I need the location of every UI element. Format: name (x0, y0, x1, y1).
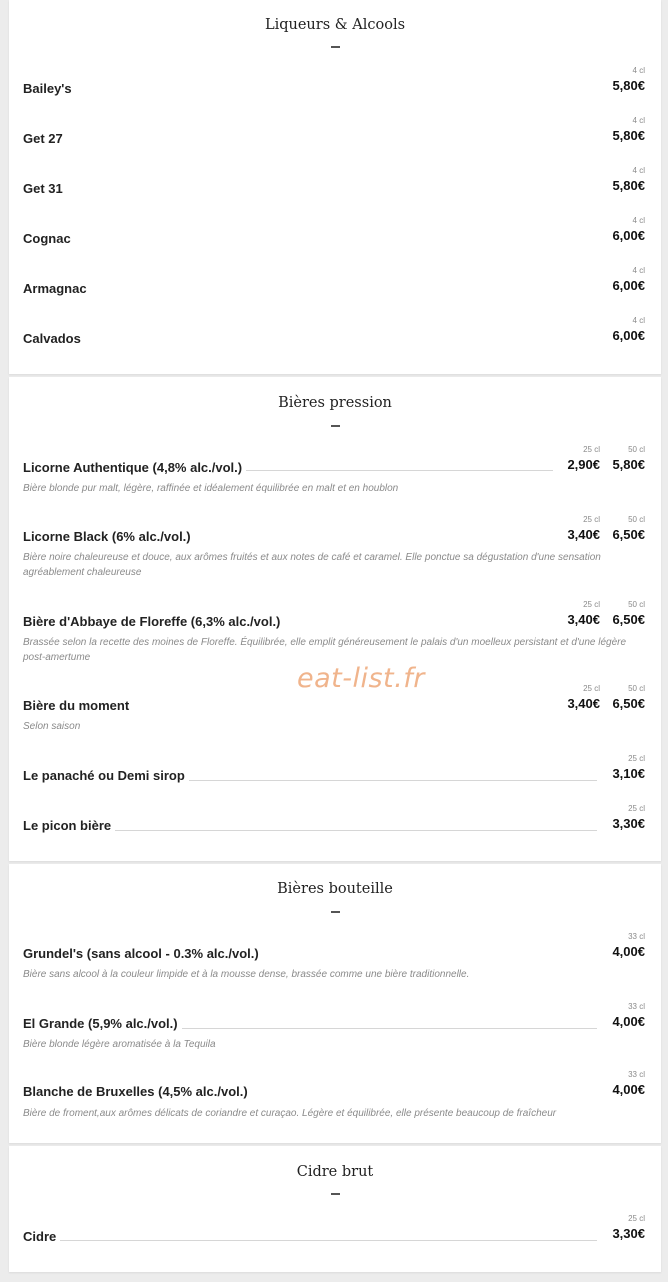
price-size: 33 cl (628, 932, 645, 941)
price-value: 6,00€ (612, 328, 645, 343)
price-value: 3,30€ (612, 1226, 645, 1241)
price-size: 33 cl (628, 1070, 645, 1079)
price-size: 25 cl (583, 445, 600, 454)
watermark-logo: eat-list.fr (297, 663, 425, 694)
price-value: 3,40€ (567, 527, 600, 542)
price-value: 3,10€ (612, 766, 645, 781)
menu-item (9, 443, 661, 513)
price-size: 25 cl (583, 515, 600, 524)
section-divider (331, 1193, 340, 1195)
price-value: 5,80€ (612, 457, 645, 472)
menu-item (9, 930, 661, 1000)
item-price (612, 600, 645, 627)
menu-item (9, 513, 661, 583)
item-name: Get 31 (23, 181, 67, 196)
item-description: Bière de froment,aux arômes délicats de coriandre et curaçao. Légère et équilibrée, elle présente beaucoup de fraîcheur (23, 1108, 557, 1119)
item-price (612, 216, 645, 243)
price-value: 5,80€ (612, 128, 645, 143)
item-price (612, 445, 645, 472)
dotted-leader (23, 1240, 597, 1241)
item-name: Bailey's (23, 81, 76, 96)
item-name: Grundel's (sans alcool - 0.3% alc./vol.) (23, 946, 263, 961)
section-divider (331, 911, 340, 913)
item-name: Bière du moment (23, 698, 133, 713)
price-value: 6,00€ (612, 278, 645, 293)
menu-item (9, 312, 661, 382)
item-description: Bière noire chaleureuse et douce, aux arômes fruités et aux notes de café et caramel. Elle ponctue sa dégustation d'une sensation agréablement chaleureuse (23, 552, 601, 578)
price-value: 6,50€ (612, 527, 645, 542)
item-description: Brassée selon la recette des moines de Floreffe. Équilibrée, elle emplit généreusement le palais d'un moelleux persistant et d'une légère post-amertume (23, 637, 627, 663)
section-divider (331, 46, 340, 48)
item-price (612, 1214, 645, 1241)
price-value: 4,00€ (612, 1082, 645, 1097)
item-name: Le picon bière (23, 818, 115, 833)
menu-item (9, 1000, 661, 1070)
section-title: Liqueurs & Alcools (264, 17, 406, 33)
item-price (612, 116, 645, 143)
section-bieres-pression (9, 377, 661, 861)
item-price (612, 166, 645, 193)
price-value: 2,90€ (567, 457, 600, 472)
item-name: Blanche de Bruxelles (4,5% alc./vol.) (23, 1084, 252, 1099)
price-value: 6,00€ (612, 228, 645, 243)
item-price (567, 600, 600, 627)
price-value: 3,40€ (567, 696, 600, 711)
item-name: Bière d'Abbaye de Floreffe (6,3% alc./vol.) (23, 614, 284, 629)
item-description: Bière blonde légère aromatisée à la Tequila (23, 1039, 216, 1050)
item-name: Cognac (23, 231, 75, 246)
item-description: Bière blonde pur malt, légère, raffinée et idéalement équilibrée en malt et en houblon (23, 483, 399, 494)
item-price (612, 1070, 645, 1097)
price-size: 4 cl (632, 266, 645, 275)
price-value: 3,30€ (612, 816, 645, 831)
price-size: 25 cl (628, 754, 645, 763)
item-name: Le panaché ou Demi sirop (23, 768, 189, 783)
price-size: 25 cl (628, 804, 645, 813)
price-size: 4 cl (632, 316, 645, 325)
price-value: 6,50€ (612, 612, 645, 627)
price-size: 4 cl (632, 216, 645, 225)
menu-item (9, 802, 661, 872)
price-value: 4,00€ (612, 944, 645, 959)
item-price (612, 932, 645, 959)
item-price (612, 266, 645, 293)
price-value: 6,50€ (612, 696, 645, 711)
section-title: Cidre brut (296, 1164, 374, 1180)
item-description: Selon saison (23, 721, 81, 732)
item-name: Get 27 (23, 131, 67, 146)
item-name: Cidre (23, 1229, 60, 1244)
price-size: 25 cl (583, 600, 600, 609)
item-name: Calvados (23, 331, 85, 346)
section-title: Bières bouteille (277, 881, 393, 897)
price-size: 50 cl (628, 445, 645, 454)
price-size: 4 cl (632, 66, 645, 75)
item-price (612, 804, 645, 831)
menu-item (9, 1212, 661, 1282)
item-name: Armagnac (23, 281, 91, 296)
item-price (612, 515, 645, 542)
price-size: 50 cl (628, 684, 645, 693)
section-divider (331, 425, 340, 427)
item-price (612, 684, 645, 711)
menu-item (9, 1070, 661, 1140)
price-value: 5,80€ (612, 178, 645, 193)
price-size: 50 cl (628, 515, 645, 524)
item-price (612, 1002, 645, 1029)
price-value: 5,80€ (612, 78, 645, 93)
price-size: 33 cl (628, 1002, 645, 1011)
menu-item (9, 598, 661, 668)
item-price (567, 684, 600, 711)
price-size: 50 cl (628, 600, 645, 609)
section-liqueurs (9, 0, 661, 374)
section-title: Bières pression (278, 395, 392, 411)
price-value: 3,40€ (567, 612, 600, 627)
price-value: 4,00€ (612, 1014, 645, 1029)
price-size: 4 cl (632, 166, 645, 175)
section-bieres-bouteille (9, 864, 661, 1143)
section-cidre (9, 1146, 661, 1272)
price-size: 4 cl (632, 116, 645, 125)
item-price (567, 445, 600, 472)
item-name: Licorne Black (6% alc./vol.) (23, 529, 195, 544)
item-description: Bière sans alcool à la couleur limpide et à la mousse dense, brassée comme une bière traditionnelle. (23, 969, 470, 980)
item-name: Licorne Authentique (4,8% alc./vol.) (23, 460, 246, 475)
price-size: 25 cl (628, 1214, 645, 1223)
item-price (612, 754, 645, 781)
item-name: El Grande (5,9% alc./vol.) (23, 1016, 182, 1031)
item-price (612, 66, 645, 93)
price-size: 25 cl (583, 684, 600, 693)
item-price (567, 515, 600, 542)
item-price (612, 316, 645, 343)
